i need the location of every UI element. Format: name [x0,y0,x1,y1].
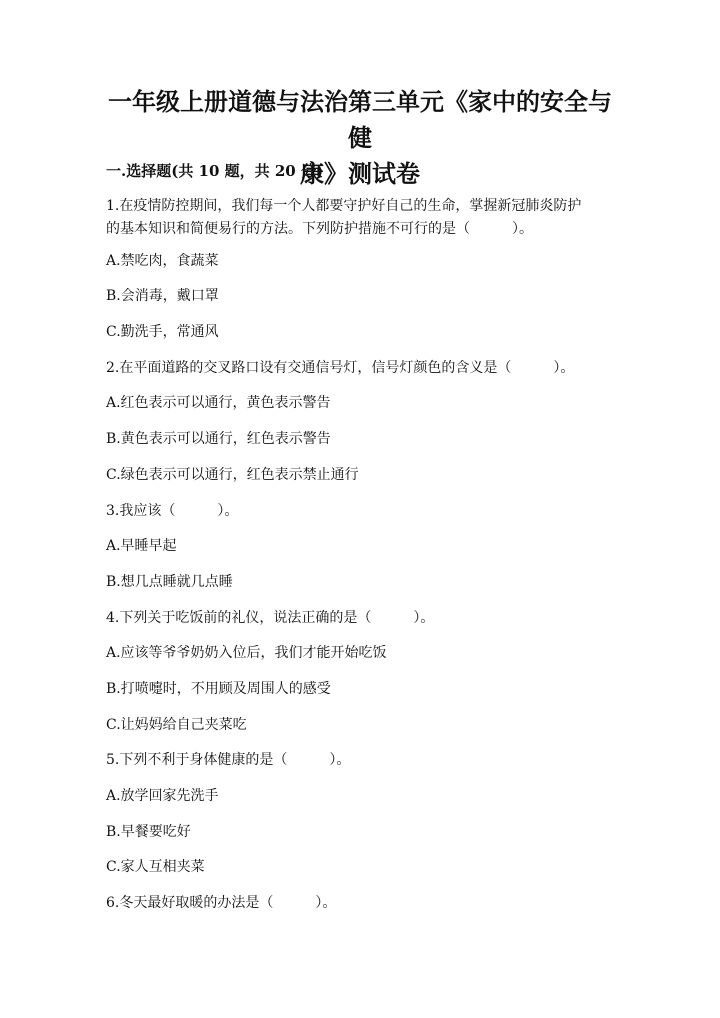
question-2-option-b: B.黄色表示可以通行，红色表示警告 [106,431,331,447]
question-4-option-a: A.应该等爷爷奶奶入位后，我们才能开始吃饭 [106,645,387,661]
question-2-stem: 2.在平面道路的交叉路口设有交通信号灯，信号灯颜色的含义是（ ）。 [106,360,575,376]
question-5-option-a: A.放学回家先洗手 [106,788,219,804]
question-4-option-b: B.打喷嚏时，不用顾及周围人的感受 [106,681,331,697]
question-1-option-a: A.禁吃肉，食蔬菜 [106,253,219,269]
section-heading: 一.选择题(共 10 题，共 20 分) [106,162,324,180]
question-2-option-c: C.绿色表示可以通行，红色表示禁止通行 [106,467,359,483]
question-2-option-a: A.红色表示可以通行，黄色表示警告 [106,395,331,411]
question-5-option-c: C.家人互相夹菜 [106,859,205,875]
question-1-stem-line-2: 的基本知识和简便易行的方法。下列防护措施不可行的是（ ）。 [106,221,533,237]
page-title-line-1: 一年级上册道德与法治第三单元《家中的安全与健 [108,87,612,152]
page-title-line-2: 康》测试卷 [300,159,420,188]
question-1-stem [106,195,610,241]
question-4-stem: 4.下列关于吃饭前的礼仪，说法正确的是（ ）。 [106,610,435,626]
question-6-stem: 6.冬天最好取暖的办法是（ ）。 [106,895,337,911]
question-1-option-b: B.会消毒，戴口罩 [106,288,219,304]
question-1-option-c: C.勤洗手，常通风 [106,324,219,340]
question-5-stem: 5.下列不利于身体健康的是（ ）。 [106,752,351,768]
question-3-option-b: B.想几点睡就几点睡 [106,574,233,590]
question-5-option-b: B.早餐要吃好 [106,824,191,840]
question-3-stem: 3.我应该（ ）。 [106,503,239,519]
question-4-option-c: C.让妈妈给自己夹菜吃 [106,717,247,733]
question-3-option-a: A.早睡早起 [106,538,177,554]
question-1-stem-line-1: 1.在疫情防控期间，我们每一个人都要守护好自己的生命，掌握新冠肺炎防护 [106,198,582,214]
